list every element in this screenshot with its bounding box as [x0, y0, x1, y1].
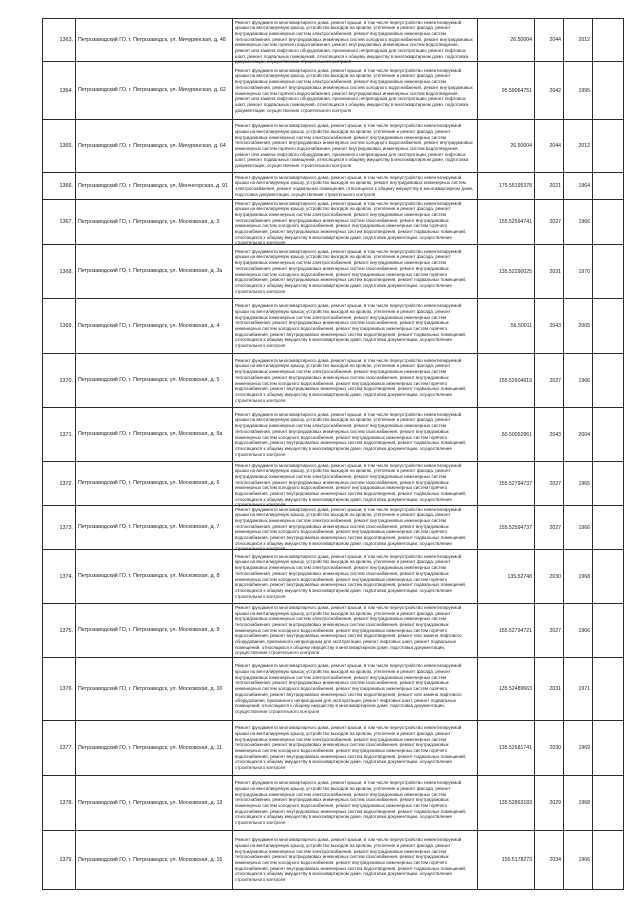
row-work-list [233, 462, 478, 506]
work-text: Ремонт фундамента многоквартирного дома, ремонт крыши, в том числе переустройство невентилируемой крыши на вентилируемую крышу, устройство выходов на кровлю, утепление и ремонт фасада, ремонт внутридомовых инженерных систем электроснабжения, ремонт внутридомовых инженерных систем теплоснабжения, ремонт внутридомовых инженерных систем газоснабжения, ремонт внутридомовых инженерных систем холодного водоснабжения, ремонт внутридомовых инженерных систем горячего водоснабжения, ремонт внутридомовых инженерных систем водоотведения, ремонт подвальных помещений, относящихся к общему имуществу в многоквартирном доме, подготовка документации, осуществление строительного контроля [235, 725, 467, 771]
work-text: Ремонт фундамента многоквартирного дома, ремонт крыши, в том числе переустройство невентилируемой крыши на вентилируемую крышу, устройство выходов на кровлю, утепление и ремонт фасада, ремонт внутридомовых инженерных систем электроснабжения, ремонт внутридомовых инженерных систем теплоснабжения, ремонт внутридомовых инженерных систем газоснабжения, ремонт внутридомовых инженерных систем холодного водоснабжения, ремонт внутридомовых инженерных систем горячего водоснабжения, ремонт внутридомовых инженерных систем водоотведения, ремонт подвальных помещений, относящихся к общему имуществу в многоквартирном доме, подготовка документации, осуществление строительного контроля [235, 553, 467, 599]
row-build-year: 1968 [564, 776, 593, 831]
row-cost: 135.52748 [478, 550, 535, 604]
table-row [43, 354, 624, 408]
row-build-year: 1968 [564, 550, 593, 604]
row-build-year: 1995 [564, 62, 593, 120]
row-number: 1371. [43, 408, 76, 462]
row-work-list [233, 658, 478, 721]
table-row [43, 658, 624, 721]
row-blank-cell [593, 658, 624, 721]
row-cost: 155.5178273 [478, 831, 535, 890]
work-text: Ремонт фундамента многоквартирного дома, ремонт крыши, в том числе переустройство невентилируемой крыши на вентилируемую крышу, устройство выходов на кровлю, утепление и ремонт фасада, ремонт внутридомовых инженерных систем электроснабжения, ремонт внутридомовых инженерных систем теплоснабжения, ремонт внутридомовых инженерных систем газоснабжения, ремонт внутридомовых инженерных систем холодного водоснабжения, ремонт внутридомовых инженерных систем горячего водоснабжения, ремонт внутридомовых инженерных систем водоотведения, ремонт подвальных помещений, относящихся к общему имуществу в многоквартирном доме, подготовка документации, осуществление строительного контроля [235, 411, 467, 457]
row-blank-cell [593, 831, 624, 890]
work-text: Ремонт фундамента многоквартирного дома, ремонт крыши, в том числе переустройство невентилируемой крыши на вентилируемую крышу, устройство выходов на кровлю, утепление и ремонт фасада, ремонт внутридомовых инженерных систем электроснабжения, ремонт внутридомовых инженерных систем теплоснабжения, ремонт внутридомовых инженерных систем холодного водоснабжения, ремонт внутридомовых инженерных систем горячего водоснабжения, ремонт внутридомовых инженерных систем водоотведения, ремонт или замена лифтового оборудования, признанного непригодным для эксплуатации, ремонт лифтовых шахт, ремонт подвальных помещений, относящихся к общему имуществу в многоквартирном доме, подготовка документации, осуществление строительного контроля [235, 123, 473, 169]
row-plan-year: 2027 [535, 354, 564, 408]
row-work-list [233, 506, 478, 550]
row-blank-cell [593, 721, 624, 776]
work-text: Ремонт фундамента многоквартирного дома, ремонт крыши, в том числе переустройство невентилируемой крыши на вентилируемую крышу, устройство выходов на кровлю, утепление и ремонт фасада, ремонт внутридомовых инженерных систем электроснабжения, ремонт внутридомовых инженерных систем теплоснабжения, ремонт внутридомовых инженерных систем газоснабжения, ремонт внутридомовых инженерных систем холодного водоснабжения, ремонт внутридомовых инженерных систем горячего водоснабжения, ремонт внутридомовых инженерных систем водоотведения, ремонт или замена лифтового оборудования, признанного непригодным для эксплуатации, ремонт лифтовых шахт, ремонт подвальных помещений, относящихся к общему имуществу в многоквартирном доме, подготовка документации, осуществление строительного контроля [235, 604, 462, 656]
row-build-year: 1966 [564, 831, 593, 890]
row-build-year: 1971 [564, 658, 593, 721]
row-number: 1377. [43, 721, 76, 776]
row-address: Петрозаводский ГО, г. Петрозаводск, ул. Московская, д. 9 [76, 604, 233, 658]
table-row [43, 299, 624, 354]
row-blank-cell [593, 408, 624, 462]
row-work-list [233, 19, 478, 65]
row-plan-year: 2043 [535, 299, 564, 354]
row-address: Петрозаводский ГО, г. Петрозаводск, ул. Московская, д. 5 [76, 354, 233, 408]
row-plan-year: 2027 [535, 462, 564, 506]
row-address: Петрозаводский ГО, г. Петрозаводск, ул. Московская, д. 10 [76, 658, 233, 721]
work-text: Ремонт фундамента многоквартирного дома, ремонт крыши, в том числе переустройство невентилируемой крыши на вентилируемую крышу, устройство выходов на кровлю, утепление и ремонт фасада, ремонт внутридомовых инженерных систем электроснабжения, ремонт внутридомовых инженерных систем теплоснабжения, ремонт внутридомовых инженерных систем газоснабжения, ремонт внутридомовых инженерных систем холодного водоснабжения, ремонт внутридомовых инженерных систем горячего водоснабжения, ремонт внутридомовых инженерных систем водоотведения, ремонт подвальных помещений, относящихся к общему имуществу в многоквартирном доме, подготовка документации, осуществление строительного контроля [235, 837, 467, 883]
row-build-year: 2004 [564, 408, 593, 462]
table-row [43, 462, 624, 506]
row-address: Петрозаводский ГО, г. Петрозаводск, ул. Мичуринская, д. 64 [76, 120, 233, 173]
row-plan-year: 2034 [535, 831, 564, 890]
repair-program-table [42, 18, 624, 890]
row-blank-cell [593, 200, 624, 245]
row-work-list [233, 354, 478, 408]
row-build-year: 1966 [564, 200, 593, 245]
row-address: Петрозаводский ГО, г. Петрозаводск, ул. Московская, д. 11 [76, 721, 233, 776]
row-blank-cell [593, 120, 624, 173]
row-number: 1366. [43, 173, 76, 200]
row-plan-year: 2044 [535, 120, 564, 173]
row-address: Петрозаводский ГО, г. Петрозаводск, ул. Московская, д. 3 [76, 200, 233, 245]
work-text: Ремонт фундамента многоквартирного дома, ремонт крыши, в том числе переустройство невентилируемой крыши на вентилируемую крышу, устройство выходов на кровлю, утепление и ремонт фасада, ремонт внутридомовых инженерных систем электроснабжения, ремонт внутридомовых инженерных систем теплоснабжения, ремонт внутридомовых инженерных систем газоснабжения, ремонт внутридомовых инженерных систем холодного водоснабжения, ремонт внутридомовых инженерных систем горячего водоснабжения, ремонт внутридомовых инженерных систем водоотведения, ремонт подвальных помещений, относящихся к общему имуществу в многоквартирном доме, подготовка документации, осуществление строительного контроля [235, 780, 467, 826]
row-cost: 56.50011 [478, 299, 535, 354]
row-address: Петрозаводский ГО, г. Петрозаводск, ул. Мичуринская, д. 62 [76, 62, 233, 120]
table-row [43, 408, 624, 462]
table-row [43, 506, 624, 550]
row-number: 1379. [43, 831, 76, 890]
row-work-list [233, 173, 478, 200]
table-body [43, 19, 624, 890]
row-cost: 26.50004 [478, 120, 535, 173]
row-number: 1368. [43, 245, 76, 299]
row-address: Петрозаводский ГО, г. Петрозаводск, ул. Московская, д. 5а [76, 408, 233, 462]
row-work-list [233, 831, 478, 890]
work-text: Ремонт фундамента многоквартирного дома, ремонт крыши, в том числе переустройство невентилируемой крыши на вентилируемую крышу, устройство выходов на кровлю, ремонт внутридомовых инженерных систем электроснабжения, ремонт подвальных помещений, относящихся к общему имуществу в многоквартирном доме, подготовка документации, осуществление строительного контроля [235, 174, 474, 197]
row-address: Петрозаводский ГО, г. Петрозаводск, ул. Московская, д. 13 [76, 776, 233, 831]
row-number: 1364. [43, 62, 76, 120]
row-blank-cell [593, 550, 624, 604]
row-plan-year: 2029 [535, 776, 564, 831]
work-text: Ремонт фундамента многоквартирного дома, ремонт крыши, в том числе переустройство невентилируемой крыши на вентилируемую крышу, устройство выходов на кровлю, утепление и ремонт фасада, ремонт внутридомовых инженерных систем электроснабжения, ремонт внутридомовых инженерных систем теплоснабжения, ремонт внутридомовых инженерных систем газоснабжения, ремонт внутридомовых инженерных систем холодного водоснабжения, ремонт внутридомовых инженерных систем горячего водоснабжения, ремонт внутридомовых инженерных систем водоотведения, ремонт подвальных помещений, относящихся к общему имуществу в многоквартирном доме, подготовка документации, осуществление строительного контроля [235, 506, 467, 552]
table-row [43, 245, 624, 299]
row-work-list [233, 604, 478, 658]
row-plan-year: 2027 [535, 604, 564, 658]
work-text: Ремонт фундамента многоквартирного дома, ремонт крыши, в том числе переустройство невентилируемой крыши на вентилируемую крышу, устройство выходов на кровлю, утепление и ремонт фасада, ремонт внутридомовых инженерных систем электроснабжения, ремонт внутридомовых инженерных систем теплоснабжения, ремонт внутридомовых инженерных систем газоснабжения, ремонт внутридомовых инженерных систем холодного водоснабжения, ремонт внутридомовых инженерных систем горячего водоснабжения, ремонт внутридомовых инженерных систем водоотведения, ремонт подвальных помещений, относящихся к общему имуществу в многоквартирном доме, подготовка документации, осуществление строительного контроля [235, 303, 467, 349]
row-cost: 155.52794737 [478, 462, 535, 506]
row-work-list [233, 299, 478, 354]
table-row [43, 550, 624, 604]
row-address: Петрозаводский ГО, г. Петрозаводск, ул. Московская, д. 4 [76, 299, 233, 354]
row-build-year: 1970 [564, 245, 593, 299]
row-cost: 155.52794721 [478, 604, 535, 658]
row-build-year: 1969 [564, 721, 593, 776]
row-cost: 135.52863183 [478, 776, 535, 831]
table-row [43, 721, 624, 776]
row-blank-cell [593, 299, 624, 354]
work-text: Ремонт фундамента многоквартирного дома, ремонт крыши, в том числе переустройство невентилируемой крыши на вентилируемую крышу, устройство выходов на кровлю, утепление и ремонт фасада, ремонт внутридомовых инженерных систем электроснабжения, ремонт внутридомовых инженерных систем теплоснабжения, ремонт внутридомовых инженерных систем холодного водоснабжения, ремонт внутридомовых инженерных систем горячего водоснабжения, ремонт внутридомовых инженерных систем водоотведения, ремонт или замена лифтового оборудования, признанного непригодным для эксплуатации, ремонт лифтовых шахт, ремонт подвальных помещений, относящихся к общему имуществу в многоквартирном доме, подготовка документации, осуществление строительного контроля [235, 19, 473, 65]
row-plan-year: 2042 [535, 62, 564, 120]
row-plan-year: 2044 [535, 19, 564, 62]
row-build-year: 1966 [564, 604, 593, 658]
row-work-list [233, 200, 478, 245]
row-blank-cell [593, 354, 624, 408]
row-address: Петрозаводский ГО, г. Петрозаводск, ул. Мончегорская, д. 91 [76, 173, 233, 200]
row-address: Петрозаводский ГО, г. Петрозаводск, ул. Московская, д. 7 [76, 506, 233, 550]
row-blank-cell [593, 604, 624, 658]
row-build-year: 2012 [564, 19, 593, 62]
row-build-year: 1966 [564, 354, 593, 408]
row-build-year: 2005 [564, 299, 593, 354]
table-row [43, 19, 624, 62]
row-plan-year: 2027 [535, 506, 564, 550]
row-cost: 135.52681741 [478, 721, 535, 776]
row-number: 1370. [43, 354, 76, 408]
row-cost: 26.50004 [478, 19, 535, 62]
table-row [43, 62, 624, 120]
row-plan-year: 2030 [535, 721, 564, 776]
row-number: 1367. [43, 200, 76, 245]
table-row [43, 776, 624, 831]
row-work-list [233, 550, 478, 604]
work-text: Ремонт фундамента многоквартирного дома, ремонт крыши, в том числе переустройство невентилируемой крыши на вентилируемую крышу, устройство выходов на кровлю, утепление и ремонт фасада, ремонт внутридомовых инженерных систем электроснабжения, ремонт внутридомовых инженерных систем теплоснабжения, ремонт внутридомовых инженерных систем газоснабжения, ремонт внутридомовых инженерных систем холодного водоснабжения, ремонт внутридомовых инженерных систем горячего водоснабжения, ремонт внутридомовых инженерных систем водоотведения, ремонт подвальных помещений, относящихся к общему имуществу в многоквартирном доме, подготовка документации, осуществление строительного контроля [235, 200, 467, 246]
row-work-list [233, 245, 478, 299]
row-plan-year: 2021 [535, 173, 564, 200]
table-row [43, 831, 624, 890]
work-text: Ремонт фундамента многоквартирного дома, ремонт крыши, в том числе переустройство невентилируемой крыши на вентилируемую крышу, устройство выходов на кровлю, утепление и ремонт фасада, ремонт внутридомовых инженерных систем электроснабжения, ремонт внутридомовых инженерных систем теплоснабжения, ремонт внутридомовых инженерных систем газоснабжения, ремонт внутридомовых инженерных систем холодного водоснабжения, ремонт внутридомовых инженерных систем горячего водоснабжения, ремонт внутридомовых инженерных систем водоотведения, ремонт подвальных помещений, относящихся к общему имуществу в многоквартирном доме, подготовка документации, осуществление строительного контроля [235, 357, 467, 403]
row-plan-year: 2031 [535, 658, 564, 721]
row-blank-cell [593, 245, 624, 299]
row-number: 1374. [43, 550, 76, 604]
row-cost: 155.52604619 [478, 354, 535, 408]
row-number: 1375. [43, 604, 76, 658]
row-cost: 50.50052861 [478, 408, 535, 462]
row-build-year: 1966 [564, 506, 593, 550]
table-row [43, 200, 624, 245]
row-work-list [233, 62, 478, 120]
row-number: 1378. [43, 776, 76, 831]
row-blank-cell [593, 506, 624, 550]
work-text: Ремонт фундамента многоквартирного дома, ремонт крыши, в том числе переустройство невентилируемой крыши на вентилируемую крышу, устройство выходов на кровлю, утепление и ремонт фасада, ремонт внутридомовых инженерных систем электроснабжения, ремонт внутридомовых инженерных систем теплоснабжения, ремонт внутридомовых инженерных систем газоснабжения, ремонт внутридомовых инженерных систем холодного водоснабжения, ремонт внутридомовых инженерных систем горячего водоснабжения, ремонт внутридомовых инженерных систем водоотведения, ремонт подвальных помещений, относящихся к общему имуществу в многоквартирном доме, подготовка документации, осуществление строительного контроля [235, 462, 467, 508]
table-row [43, 173, 624, 200]
row-number: 1365. [43, 120, 76, 173]
work-text: Ремонт фундамента многоквартирного дома, ремонт крыши, в том числе переустройство невентилируемой крыши на вентилируемую крышу, устройство выходов на кровлю, утепление и ремонт фасада, ремонт внутридомовых инженерных систем электроснабжения, ремонт внутридомовых инженерных систем теплоснабжения, ремонт внутридомовых инженерных систем газоснабжения, ремонт внутридомовых инженерных систем холодного водоснабжения, ремонт внутридомовых инженерных систем горячего водоснабжения, ремонт внутридомовых инженерных систем водоотведения, ремонт или замена лифтового оборудования, признанного непригодным для эксплуатации, ремонт лифтовых шахт, ремонт подвальных помещений, относящихся к общему имуществу в многоквартирном доме, подготовка документации, осуществление строительного контроля [235, 663, 462, 714]
row-work-list [233, 120, 478, 173]
row-address: Петрозаводский ГО, г. Петрозаводск, ул. Московская, д. 3а [76, 245, 233, 299]
row-blank-cell [593, 462, 624, 506]
row-cost: 175.55195378 [478, 173, 535, 200]
row-cost: 135.52290025 [478, 245, 535, 299]
row-address: Петрозаводский ГО, г. Петрозаводск, ул. Мичуринская, д. 48 [76, 19, 233, 62]
row-blank-cell [593, 173, 624, 200]
row-build-year: 2012 [564, 120, 593, 173]
row-work-list [233, 776, 478, 831]
row-plan-year: 2043 [535, 408, 564, 462]
row-cost: 135.52489663 [478, 658, 535, 721]
row-blank-cell [593, 62, 624, 120]
table-row [43, 604, 624, 658]
row-number: 1376. [43, 658, 76, 721]
row-plan-year: 2030 [535, 550, 564, 604]
row-build-year: 1964 [564, 173, 593, 200]
work-text: Ремонт фундамента многоквартирного дома, ремонт крыши, в том числе переустройство невентилируемой крыши на вентилируемую крышу, устройство выходов на кровлю, утепление и ремонт фасада, ремонт внутридомовых инженерных систем электроснабжения, ремонт внутридомовых инженерных систем теплоснабжения, ремонт внутридомовых инженерных систем холодного водоснабжения, ремонт внутридомовых инженерных систем горячего водоснабжения, ремонт внутридомовых инженерных систем водоотведения, ремонт или замена лифтового оборудования, признанного непригодным для эксплуатации, ремонт лифтовых шахт, ремонт подвальных помещений, относящихся к общему имуществу в многоквартирном доме, подготовка документации, осуществление строительного контроля [235, 67, 473, 113]
row-cost: 95.59064751 [478, 62, 535, 120]
row-number: 1363. [43, 19, 76, 62]
row-address: Петрозаводский ГО, г. Петрозаводск, ул. Московская, д. 8 [76, 550, 233, 604]
row-work-list [233, 408, 478, 462]
row-cost: 155.52594737 [478, 506, 535, 550]
row-plan-year: 2031 [535, 245, 564, 299]
row-number: 1372. [43, 462, 76, 506]
document-page [42, 18, 614, 890]
row-address: Петрозаводский ГО, г. Петрозаводск, ул. Московская, д. 15 [76, 831, 233, 890]
row-blank-cell [593, 776, 624, 831]
row-blank-cell [593, 19, 624, 62]
row-number: 1373. [43, 506, 76, 550]
row-build-year: 1965 [564, 462, 593, 506]
row-plan-year: 2027 [535, 200, 564, 245]
work-text: Ремонт фундамента многоквартирного дома, ремонт крыши, в том числе переустройство невентилируемой крыши на вентилируемую крышу, устройство выходов на кровлю, утепление и ремонт фасада, ремонт внутридомовых инженерных систем электроснабжения, ремонт внутридомовых инженерных систем теплоснабжения, ремонт внутридомовых инженерных систем газоснабжения, ремонт внутридомовых инженерных систем холодного водоснабжения, ремонт внутридомовых инженерных систем горячего водоснабжения, ремонт внутридомовых инженерных систем водоотведения, ремонт подвальных помещений, относящихся к общему имуществу в многоквартирном доме, подготовка документации, осуществление строительного контроля [235, 248, 467, 294]
row-number: 1369. [43, 299, 76, 354]
row-address: Петрозаводский ГО, г. Петрозаводск, ул. Московская, д. 6 [76, 462, 233, 506]
row-work-list [233, 721, 478, 776]
row-cost: 155.52594741 [478, 200, 535, 245]
table-row [43, 120, 624, 173]
